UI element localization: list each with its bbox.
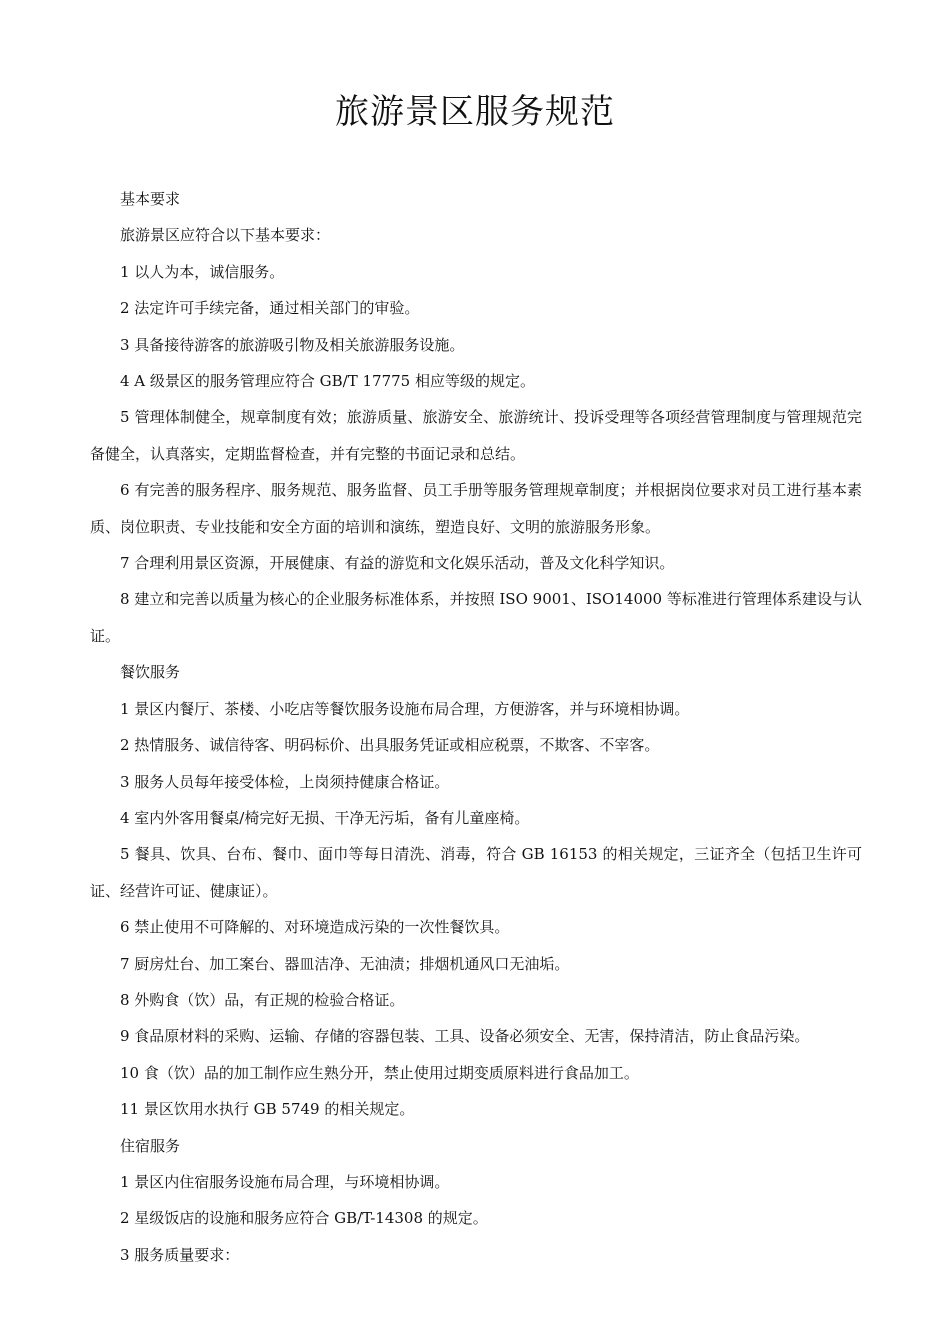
- list-item: 8 外购食（饮）品，有正规的检验合格证。: [120, 990, 405, 1009]
- paragraph: 旅游景区应符合以下基本要求：: [120, 226, 331, 245]
- list-item: 1 以人为本，诚信服务。: [120, 262, 285, 281]
- list-item: 10 食（饮）品的加工制作应生熟分开，禁止使用过期变质原料进行食品加工。: [120, 1063, 639, 1082]
- list-item: 8 建立和完善以质量为核心的企业服务标准体系，并按照 ISO 9001、ISO14000 等标准进行管理体系建设与认证。: [90, 590, 862, 645]
- list-item: 5 餐具、饮具、台布、餐巾、面巾等每日清洗、消毒，符合 GB 16153 的相关规定，三证齐全（包括卫生许可证、经营许可证、健康证）。: [90, 845, 862, 900]
- list-item: 7 厨房灶台、加工案台、器皿洁净、无油渍；排烟机通风口无油垢。: [120, 954, 570, 973]
- section-heading-basic: 基本要求: [120, 190, 181, 208]
- list-item: 6 有完善的服务程序、服务规范、服务监督、员工手册等服务管理规章制度；并根据岗位要求对员工进行基本素质、岗位职责、专业技能和安全方面的培训和演练，塑造良好、文明的旅游服务形象。: [90, 481, 862, 536]
- list-item: 2 法定许可手续完备，通过相关部门的审验。: [120, 299, 420, 318]
- list-item: 2 星级饭店的设施和服务应符合 GB/T-14308 的规定。: [120, 1209, 488, 1228]
- list-item: 7 合理利用景区资源，开展健康、有益的游览和文化娱乐活动，普及文化科学知识。: [120, 554, 675, 573]
- list-item: 9 食品原材料的采购、运输、存储的容器包装、工具、设备必须安全、无害，保持清洁，防止食品污染。: [120, 1027, 810, 1046]
- list-item: 4 室内外客用餐桌/椅完好无损、干净无污垢，备有儿童座椅。: [120, 808, 530, 827]
- list-item: 11 景区饮用水执行 GB 5749 的相关规定。: [120, 1100, 415, 1119]
- document-title: 旅游景区服务规范: [335, 92, 615, 132]
- list-item: 3 服务质量要求：: [120, 1245, 240, 1264]
- document-body: [90, 181, 862, 1273]
- list-item: 6 禁止使用不可降解的、对环境造成污染的一次性餐饮具。: [120, 918, 510, 937]
- section-heading-accommodation: 住宿服务: [120, 1136, 181, 1155]
- list-item: 1 景区内餐厅、茶楼、小吃店等餐饮服务设施布局合理，方便游客，并与环境相协调。: [120, 699, 690, 718]
- list-item: 2 热情服务、诚信待客、明码标价、出具服务凭证或相应税票，不欺客、不宰客。: [120, 736, 660, 755]
- list-item: 3 服务人员每年接受体检，上岗须持健康合格证。: [120, 772, 450, 791]
- list-item: 5 管理体制健全，规章制度有效；旅游质量、旅游安全、旅游统计、投诉受理等各项经营管理制度与管理规范完备健全，认真落实，定期监督检查，并有完整的书面记录和总结。: [90, 408, 862, 463]
- section-heading-catering: 餐饮服务: [120, 663, 181, 682]
- list-item: 3 具备接待游客的旅游吸引物及相关旅游服务设施。: [120, 335, 465, 354]
- list-item: 4 A 级景区的服务管理应符合 GB/T 17775 相应等级的规定。: [120, 372, 535, 391]
- list-item: 1 景区内住宿服务设施布局合理，与环境相协调。: [120, 1172, 450, 1191]
